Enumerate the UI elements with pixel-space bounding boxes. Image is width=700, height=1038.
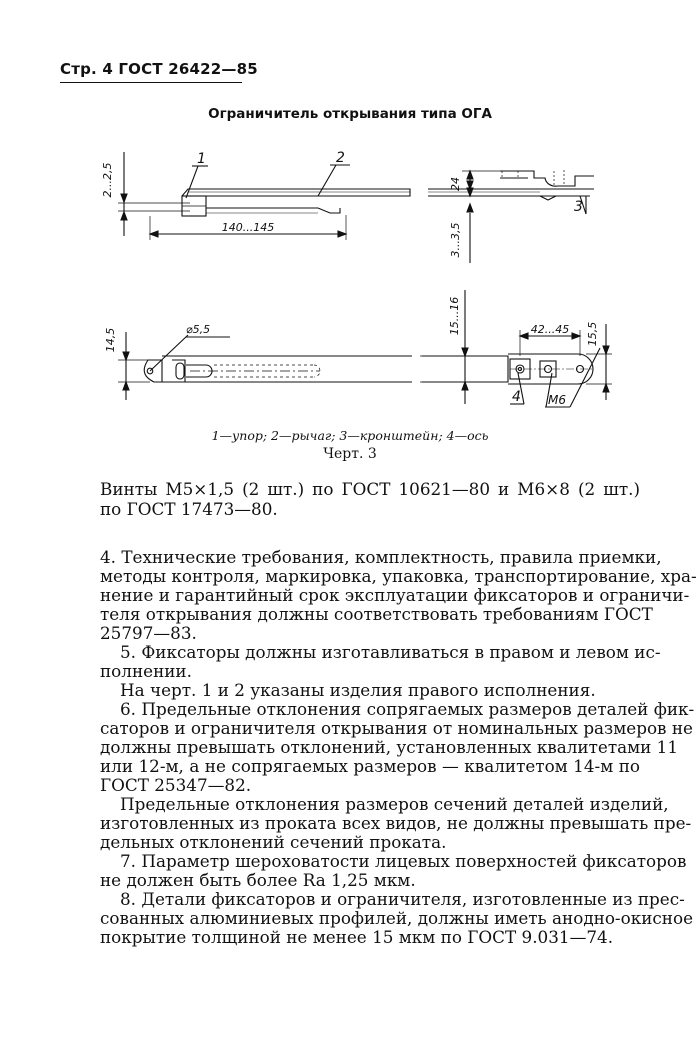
callout-1: 1	[197, 151, 206, 167]
text-line: методы контроля, маркировка, упаковка, транспортирование, хра-	[100, 566, 697, 586]
figure-title: Ограничитель открывания типа ОГА	[208, 106, 492, 122]
text-line: саторов и ограничителя открывания от номинальных размеров не	[100, 718, 693, 738]
side-view	[118, 152, 594, 263]
text-line: ГОСТ 25347—82.	[100, 775, 252, 795]
text-line: или 12-м, а не сопрягаемых размеров — квалитетом 14-м по	[100, 756, 640, 776]
callout-3: 3	[574, 199, 583, 215]
text-line: дельных отклонений сечений проката.	[100, 832, 447, 852]
text-line: 7. Параметр шероховатости лицевых поверхностей фиксаторов	[120, 851, 687, 871]
screws-line-1: Винты М5×1,5 (2 шт.) по ГОСТ 10621—80 и М6×8 (2 шт.)	[100, 479, 640, 499]
text-line: 5. Фиксаторы должны изготавливаться в правом и левом ис-	[120, 642, 661, 662]
dim-2-25: 2...2,5	[101, 162, 114, 198]
callout-2: 2	[336, 150, 345, 166]
callout-4: 4	[512, 389, 521, 405]
text-line: теля открывания должны соответствовать требованиям ГОСТ	[100, 604, 653, 624]
dim-42-45: 42...45	[530, 323, 570, 336]
page-header-text: Стр. 4 ГОСТ 26422—85	[60, 60, 258, 78]
dim-dia-5-5: ⌀5,5	[186, 323, 211, 336]
text-line: 25797—83.	[100, 623, 197, 643]
screws-line-2: по ГОСТ 17473—80.	[100, 499, 278, 519]
text-line: Предельные отклонения размеров сечений деталей изделий,	[120, 794, 669, 814]
text-line: нение и гарантийный срок эксплуатации фиксаторов и ограничи-	[100, 585, 690, 605]
dim-3-35: 3...3,5	[449, 222, 462, 258]
text-line: покрытие толщиной не менее 15 мкм по ГОСТ 9.031—74.	[100, 927, 614, 947]
dim-15-5: 15,5	[586, 321, 599, 347]
dim-24: 24	[449, 177, 462, 191]
text-line: должны превышать отклонений, установленных квалитетами 11	[100, 737, 679, 757]
plan-view	[118, 290, 612, 407]
callout-m6: М6	[548, 393, 566, 407]
figure-number: Черт. 3	[323, 446, 377, 462]
dim-14-5: 14,5	[104, 327, 117, 353]
text-line: изготовленных из проката всех видов, не должны превышать пре-	[100, 813, 692, 833]
dim-140-145: 140...145	[221, 221, 275, 234]
text-line: На черт. 1 и 2 указаны изделия правого исполнения.	[120, 680, 596, 700]
text-line: 4. Технические требования, комплектность, правила приемки,	[100, 547, 662, 567]
figure-legend: 1—упор; 2—рычаг; 3—кронштейн; 4—ось	[211, 428, 489, 443]
dim-15-16: 15...16	[448, 296, 461, 336]
text-line: 8. Детали фиксаторов и ограничителя, изготовленные из прес-	[120, 889, 685, 909]
text-line: не должен быть более Ra 1,25 мкм.	[100, 870, 416, 890]
text-line: 6. Предельные отклонения сопрягаемых размеров деталей фик-	[120, 699, 695, 719]
text-line: полнении.	[100, 661, 192, 681]
technical-drawing	[0, 0, 700, 430]
text-line: сованных алюминиевых профилей, должны иметь анодно-окисное	[100, 908, 693, 928]
